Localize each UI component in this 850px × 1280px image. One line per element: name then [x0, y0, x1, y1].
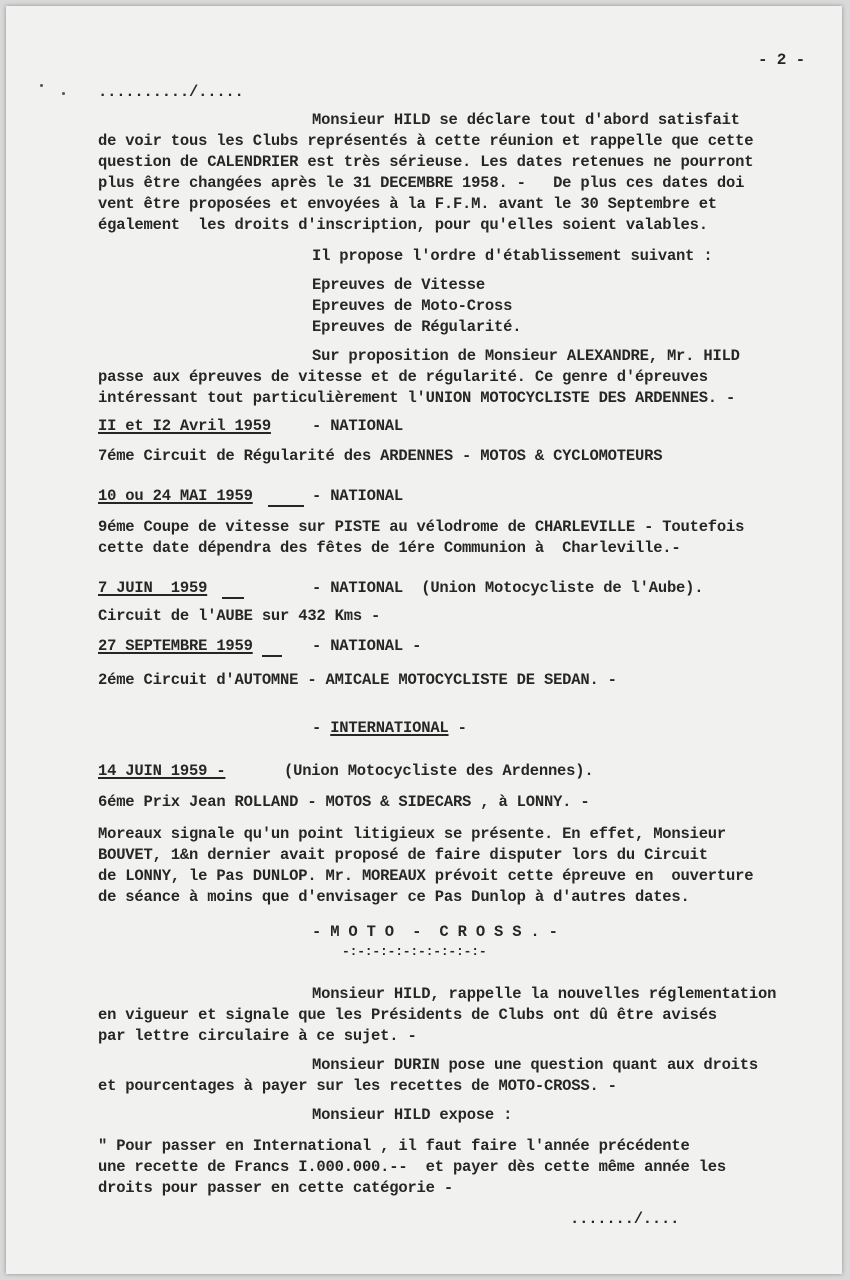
text-line: " Pour passer en International , il faut faire l'année précédente: [98, 1137, 690, 1155]
event-date: II et I2 Avril 1959: [98, 417, 271, 435]
text-line: une recette de Francs I.000.000.-- et payer dès cette même année les: [98, 1158, 727, 1176]
text-line: BOUVET, 1&n dernier avait proposé de faire disputer lors du Circuit: [98, 846, 708, 864]
heading-word: INTERNATIONAL: [330, 719, 449, 737]
text-line: intéressant tout particulièrement l'UNION MOTOCYCLISTE DES ARDENNES. -: [98, 389, 736, 407]
event-category: - NATIONAL (Union Motocycliste de l'Aube).: [312, 579, 704, 597]
document-page: [6, 6, 842, 1274]
text-line: Monsieur DURIN pose une question quant aux droits: [312, 1056, 758, 1074]
text-line: et pourcentages à payer sur les recettes de MOTO-CROSS. -: [98, 1077, 617, 1095]
event-date: 10 ou 24 MAI 1959: [98, 487, 253, 505]
underline-rule: [268, 505, 304, 507]
international-heading: [312, 718, 467, 738]
text-line: Moreaux signale qu'un point litigieux se présente. En effet, Monsieur: [98, 825, 727, 843]
text-line: Sur proposition de Monsieur ALEXANDRE, Mr. HILD: [312, 347, 740, 365]
event-description: 2éme Circuit d'AUTOMNE - AMICALE MOTOCYCLISTE DE SEDAN. -: [98, 671, 617, 689]
text-line: de séance à moins que d'envisager ce Pas Dunlop à d'autres dates.: [98, 888, 690, 906]
event-description: Circuit de l'AUBE sur 432 Kms -: [98, 607, 381, 625]
event-description: 6éme Prix Jean ROLLAND - MOTOS & SIDECARS , à LONNY. -: [98, 793, 590, 811]
text-line: droits pour passer en cette catégorie -: [98, 1179, 453, 1197]
text-line: Monsieur HILD, rappelle la nouvelles réglementation: [312, 985, 777, 1003]
text-line: également les droits d'inscription, pour qu'elles soient valables.: [98, 216, 708, 234]
list-item: Epreuves de Vitesse: [312, 276, 485, 294]
event-organizer: (Union Motocycliste des Ardennes).: [284, 762, 594, 780]
text-line: plus être changées après le 31 DECEMBRE 1958. - De plus ces dates doi: [98, 174, 745, 192]
list-item: Epreuves de Régularité.: [312, 318, 522, 336]
text-line: Monsieur HILD se déclare tout d'abord satisfait: [312, 111, 740, 129]
paper-speck: [62, 92, 65, 95]
paper-speck: [40, 84, 43, 87]
text-line: de voir tous les Clubs représentés à cette réunion et rappelle que cette: [98, 132, 754, 150]
event-date: 7 JUIN 1959: [98, 579, 208, 597]
hild-expose-line: Monsieur HILD expose :: [312, 1106, 513, 1124]
text-line: question de CALENDRIER est très sérieuse. Les dates retenues ne pourront: [98, 153, 754, 171]
event-category: - NATIONAL -: [312, 637, 422, 655]
text-line: par lettre circulaire à ce sujet. -: [98, 1027, 417, 1045]
event-description: 7éme Circuit de Régularité des ARDENNES - MOTOS & CYCLOMOTEURS: [98, 447, 663, 465]
page-number: - 2 -: [758, 51, 806, 69]
event-category: - NATIONAL: [312, 417, 404, 435]
text-line: vent être proposées et envoyées à la F.F.M. avant le 30 Septembre et: [98, 195, 717, 213]
list-item: Epreuves de Moto-Cross: [312, 297, 513, 315]
underline-rule: [262, 655, 282, 657]
event-category: - NATIONAL: [312, 487, 404, 505]
propose-order-line: Il propose l'ordre d'établissement suivant :: [312, 247, 713, 265]
underline-rule: [222, 597, 244, 599]
heading-suffix: -: [448, 719, 467, 737]
text-line: passe aux épreuves de vitesse et de régularité. Ce genre d'épreuves: [98, 368, 708, 386]
event-date: 14 JUIN 1959 -: [98, 762, 226, 780]
event-description: cette date dépendra des fêtes de 1ére Communion à Charleville.-: [98, 539, 681, 557]
event-description: 9éme Coupe de vitesse sur PISTE au vélodrome de CHARLEVILLE - Toutefois: [98, 518, 745, 536]
continued-marker: ......./....: [570, 1210, 680, 1228]
moto-cross-divider: -:-:-:-:-:-:-:-:-:-: [342, 944, 487, 959]
text-line: de LONNY, le Pas DUNLOP. Mr. MOREAUX prévoit cette épreuve en ouverture: [98, 867, 754, 885]
moto-cross-heading: - M O T O - C R O S S . -: [312, 923, 558, 941]
text-line: en vigueur et signale que les Présidents de Clubs ont dû être avisés: [98, 1006, 717, 1024]
event-date: 27 SEPTEMBRE 1959: [98, 637, 253, 655]
continued-from-marker: ........../.....: [98, 83, 244, 101]
heading-prefix: -: [312, 719, 331, 737]
